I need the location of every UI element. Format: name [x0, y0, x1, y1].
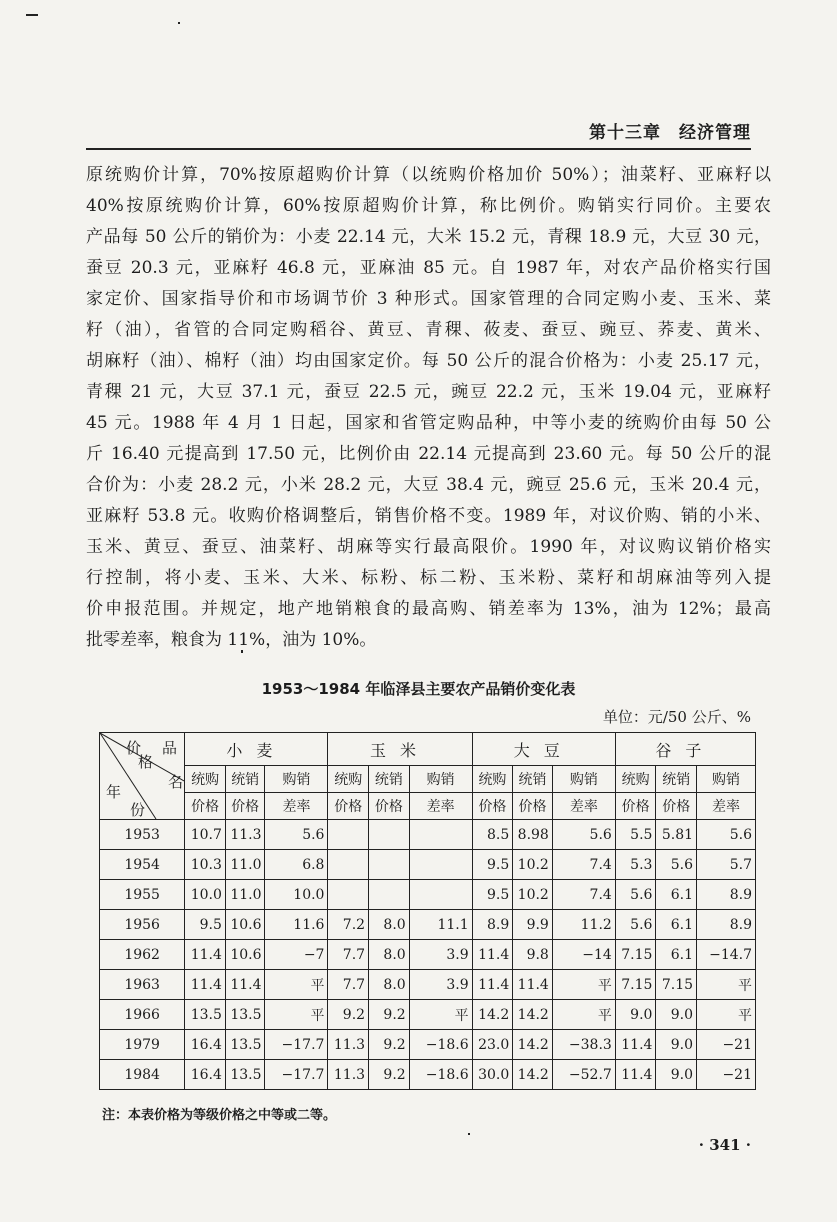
body-text	[86, 160, 771, 656]
body-line: 原统购价计算，70%按原超购价计算（以统购价格加价 50%）；油菜籽、亚麻籽以	[86, 165, 771, 185]
value-cell: −18.6	[409, 1060, 472, 1090]
value-cell: 平	[697, 970, 756, 1000]
value-cell: 9.0	[656, 1030, 697, 1060]
value-cell: 5.3	[615, 850, 656, 880]
table-row	[100, 880, 756, 910]
value-cell: 11.3	[225, 820, 265, 850]
value-cell: 10.0	[265, 880, 328, 910]
value-cell	[409, 850, 472, 880]
value-cell: 10.2	[513, 880, 553, 910]
sub-header-top: 购销	[265, 766, 328, 793]
body-line: 价申报范围。并规定，地产地销粮食的最高购、销差率为 13%，油为 12%；最高	[86, 599, 771, 619]
value-cell: 10.6	[225, 940, 265, 970]
body-line: 青稞 21 元，大豆 37.1 元，蚕豆 22.5 元，豌豆 22.2 元，玉米 19.04 元，亚麻籽	[86, 382, 771, 402]
value-cell: 11.3	[328, 1030, 369, 1060]
value-cell: 8.9	[697, 880, 756, 910]
value-cell: 10.6	[225, 910, 265, 940]
sub-header-bottom: 价格	[225, 793, 265, 820]
value-cell: 5.6	[697, 820, 756, 850]
value-cell: 9.8	[513, 940, 553, 970]
value-cell: 13.5	[225, 1000, 265, 1030]
value-cell: −14	[552, 940, 615, 970]
sub-header-bottom: 价格	[615, 793, 656, 820]
corner-label-year: 年	[106, 783, 136, 801]
value-cell: 11.3	[328, 1060, 369, 1090]
table-row	[100, 970, 756, 1000]
value-cell	[328, 880, 369, 910]
value-cell: 11.4	[472, 970, 513, 1000]
value-cell: 6.8	[265, 850, 328, 880]
sub-header-bottom: 价格	[513, 793, 553, 820]
table-row	[100, 1060, 756, 1090]
value-cell: 11.4	[225, 970, 265, 1000]
product-header: 大豆	[472, 733, 615, 766]
value-cell: −17.7	[265, 1030, 328, 1060]
corner-label-product: 品	[162, 739, 192, 757]
value-cell: 9.2	[369, 1060, 410, 1090]
corner-label-part: 份	[130, 801, 160, 819]
value-cell: 8.98	[513, 820, 553, 850]
value-cell: 14.2	[513, 1060, 553, 1090]
value-cell	[369, 850, 410, 880]
value-cell: 14.2	[513, 1030, 553, 1060]
sub-header-bottom: 差率	[552, 793, 615, 820]
value-cell: 14.2	[513, 1000, 553, 1030]
sub-header-bottom: 价格	[185, 793, 226, 820]
value-cell: 7.15	[656, 970, 697, 1000]
scan-dot	[468, 1133, 470, 1135]
value-cell: 11.4	[615, 1060, 656, 1090]
value-cell	[328, 850, 369, 880]
body-line: 行控制，将小麦、玉米、大米、标粉、标二粉、玉米粉、菜籽和胡麻油等列入提	[86, 568, 771, 588]
table-footnote: 注：本表价格为等级价格之中等或二等。	[102, 1108, 337, 1123]
value-cell: 5.6	[656, 850, 697, 880]
value-cell: 9.5	[472, 850, 513, 880]
year-cell: 1953	[100, 820, 185, 850]
value-cell: 7.15	[615, 970, 656, 1000]
body-line: 胡麻籽（油）、棉籽（油）均由国家定价。每 50 公斤的混合价格为：小麦 25.17 元，	[86, 351, 771, 371]
body-line: 45 元。1988 年 4 月 1 日起，国家和省管定购品种，中等小麦的统购价由每 50 公	[86, 413, 771, 433]
price-table	[99, 732, 756, 1090]
value-cell: 8.0	[369, 940, 410, 970]
year-cell: 1962	[100, 940, 185, 970]
value-cell: 11.4	[513, 970, 553, 1000]
scan-dot	[178, 22, 180, 24]
value-cell: 5.5	[615, 820, 656, 850]
value-cell: 7.7	[328, 940, 369, 970]
value-cell	[369, 880, 410, 910]
value-cell: 5.6	[615, 910, 656, 940]
value-cell: 8.0	[369, 970, 410, 1000]
value-cell: −21	[697, 1030, 756, 1060]
body-line: 产品每 50 公斤的销价为：小麦 22.14 元，大米 15.2 元，青稞 18.9 元，大豆 30 元，	[86, 227, 771, 247]
value-cell	[409, 820, 472, 850]
value-cell: 9.5	[185, 910, 226, 940]
value-cell: 6.1	[656, 910, 697, 940]
value-cell: 10.3	[185, 850, 226, 880]
sub-header-top: 购销	[409, 766, 472, 793]
value-cell: 30.0	[472, 1060, 513, 1090]
value-cell: 11.4	[472, 940, 513, 970]
table-row	[100, 820, 756, 850]
sub-header-top: 统购	[328, 766, 369, 793]
body-line: 玉米、黄豆、蚕豆、油菜籽、胡麻等实行最高限价。1990 年，对议购议销价格实	[86, 537, 771, 557]
value-cell: 5.7	[697, 850, 756, 880]
value-cell: 13.5	[185, 1000, 226, 1030]
value-cell: 5.6	[615, 880, 656, 910]
value-cell: 7.2	[328, 910, 369, 940]
value-cell: 9.0	[656, 1060, 697, 1090]
value-cell: 7.15	[615, 940, 656, 970]
value-cell: 5.6	[265, 820, 328, 850]
year-cell: 1955	[100, 880, 185, 910]
value-cell: 13.5	[225, 1060, 265, 1090]
value-cell: −38.3	[552, 1030, 615, 1060]
sub-header-top: 统购	[615, 766, 656, 793]
body-line: 籽（油），省管的合同定购稻谷、黄豆、青稞、莜麦、蚕豆、豌豆、荞麦、黄米、	[86, 320, 771, 340]
sub-header-bottom: 差率	[265, 793, 328, 820]
value-cell: 23.0	[472, 1030, 513, 1060]
value-cell: 11.4	[185, 940, 226, 970]
value-cell	[328, 820, 369, 850]
value-cell: 11.4	[615, 1030, 656, 1060]
value-cell: 11.6	[265, 910, 328, 940]
year-cell: 1956	[100, 910, 185, 940]
body-line: 亚麻籽 53.8 元。收购价格调整后，销售价格不变。1989 年，对议价购、销的小米、	[86, 506, 771, 526]
value-cell: 16.4	[185, 1060, 226, 1090]
value-cell: 11.1	[409, 910, 472, 940]
value-cell: 8.9	[697, 910, 756, 940]
value-cell: −14.7	[697, 940, 756, 970]
value-cell: 11.4	[185, 970, 226, 1000]
value-cell: 平	[409, 1000, 472, 1030]
value-cell: 9.9	[513, 910, 553, 940]
value-cell: 9.2	[369, 1000, 410, 1030]
sub-header-bottom: 价格	[369, 793, 410, 820]
value-cell: 平	[697, 1000, 756, 1030]
body-line: 家定价、国家指导价和市场调节价 3 种形式。国家管理的合同定购小麦、玉米、菜	[86, 289, 771, 309]
value-cell: −18.6	[409, 1030, 472, 1060]
sub-header-top: 统销	[656, 766, 697, 793]
sub-header-top: 统购	[472, 766, 513, 793]
year-cell: 1954	[100, 850, 185, 880]
value-cell: 5.6	[552, 820, 615, 850]
body-line: 40%按原统购价计算，60%按原超购价计算，称比例价。购销实行同价。主要农	[86, 196, 771, 216]
sub-header-top: 购销	[697, 766, 756, 793]
value-cell: 平	[552, 1000, 615, 1030]
value-cell: 3.9	[409, 940, 472, 970]
value-cell: 8.5	[472, 820, 513, 850]
value-cell: 16.4	[185, 1030, 226, 1060]
sub-header-bottom: 差率	[409, 793, 472, 820]
value-cell: 11.0	[225, 880, 265, 910]
table-row	[100, 1030, 756, 1060]
value-cell: 9.0	[656, 1000, 697, 1030]
value-cell: 11.0	[225, 850, 265, 880]
sub-header-top: 统销	[369, 766, 410, 793]
table-row	[100, 850, 756, 880]
value-cell: −21	[697, 1060, 756, 1090]
product-header: 玉米	[328, 733, 472, 766]
body-line: 批零差率，粮食为 11%，油为 10%。	[86, 630, 377, 650]
value-cell: 9.2	[328, 1000, 369, 1030]
value-cell: −52.7	[552, 1060, 615, 1090]
table-row	[100, 940, 756, 970]
value-cell: 9.2	[369, 1030, 410, 1060]
table-row	[100, 1000, 756, 1030]
value-cell: 平	[265, 970, 328, 1000]
value-cell: 13.5	[225, 1030, 265, 1060]
table-row	[100, 910, 756, 940]
value-cell	[369, 820, 410, 850]
value-cell: 14.2	[472, 1000, 513, 1030]
body-line: 蚕豆 20.3 元，亚麻籽 46.8 元，亚麻油 85 元。自 1987 年，对农产品价格实行国	[86, 258, 771, 278]
value-cell: 6.1	[656, 880, 697, 910]
sub-header-top: 购销	[552, 766, 615, 793]
value-cell: 平	[552, 970, 615, 1000]
value-cell	[409, 880, 472, 910]
corner-label-name: 名	[168, 773, 198, 791]
value-cell: 8.0	[369, 910, 410, 940]
sub-header-top: 统销	[513, 766, 553, 793]
corner-label-grid: 格	[138, 753, 168, 771]
product-header: 谷子	[615, 733, 755, 766]
sub-header-top: 统购	[185, 766, 226, 793]
body-line: 合价为：小麦 28.2 元，小米 28.2 元，大豆 38.4 元，豌豆 25.6 元，玉米 20.4 元，	[86, 475, 771, 495]
value-cell: 7.4	[552, 880, 615, 910]
year-cell: 1963	[100, 970, 185, 1000]
running-header	[86, 118, 751, 150]
value-cell: −17.7	[265, 1060, 328, 1090]
value-cell: 9.5	[472, 880, 513, 910]
value-cell: 10.0	[185, 880, 226, 910]
body-line: 斤 16.40 元提高到 17.50 元，比例价由 22.14 元提高到 23.60 元。每 50 公斤的混	[86, 444, 771, 464]
value-cell: 3.9	[409, 970, 472, 1000]
sub-header-bottom: 价格	[656, 793, 697, 820]
value-cell: 10.2	[513, 850, 553, 880]
scan-dot	[241, 650, 243, 653]
sub-header-top: 统销	[225, 766, 265, 793]
sub-header-bottom: 差率	[697, 793, 756, 820]
value-cell: 5.81	[656, 820, 697, 850]
value-cell: 10.7	[185, 820, 226, 850]
sub-header-bottom: 价格	[328, 793, 369, 820]
value-cell: 平	[265, 1000, 328, 1030]
value-cell: 6.1	[656, 940, 697, 970]
sub-header-bottom: 价格	[472, 793, 513, 820]
value-cell: 7.4	[552, 850, 615, 880]
year-cell: 1979	[100, 1030, 185, 1060]
table-corner-header	[100, 733, 198, 820]
value-cell: 11.2	[552, 910, 615, 940]
value-cell: −7	[265, 940, 328, 970]
year-cell: 1984	[100, 1060, 185, 1090]
product-header: 小麦	[185, 733, 328, 766]
scan-mark	[26, 14, 38, 16]
chapter-title: 第十三章 经济管理	[589, 123, 751, 143]
year-cell: 1966	[100, 1000, 185, 1030]
table-unit: 单位：元/50 公斤、%	[602, 708, 751, 726]
value-cell: 7.7	[328, 970, 369, 1000]
page-number: · 341 ·	[698, 1136, 751, 1154]
table-title: 1953～1984 年临泽县主要农产品销价变化表	[261, 680, 576, 698]
value-cell: 8.9	[472, 910, 513, 940]
corner-label-price: 价	[126, 739, 156, 757]
value-cell: 9.0	[615, 1000, 656, 1030]
